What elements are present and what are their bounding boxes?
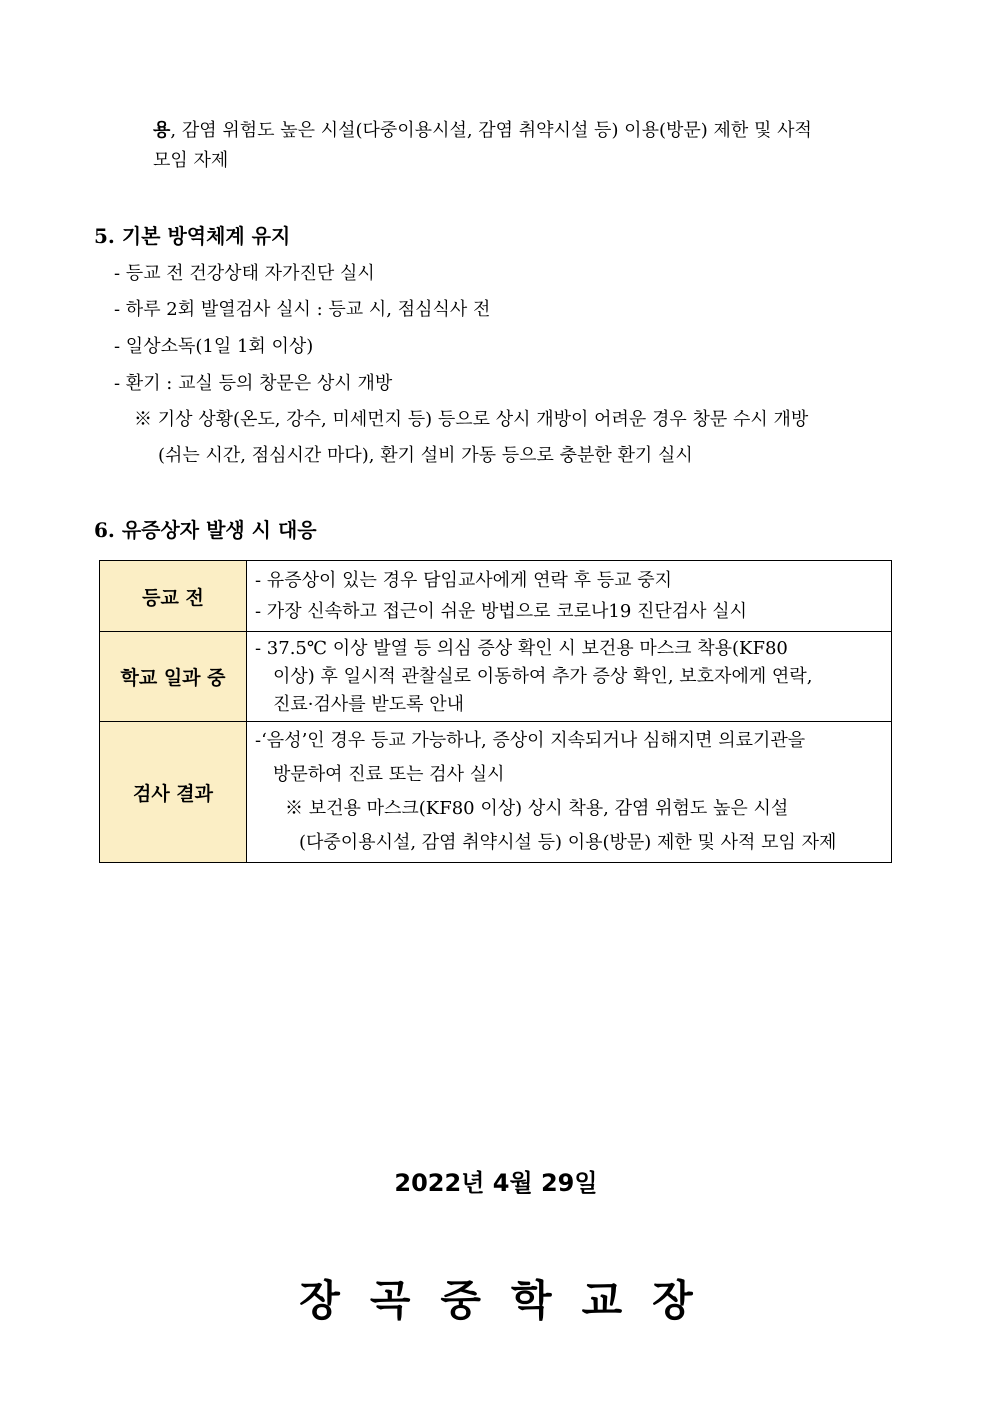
intro-line-2: 모임 자제 [153,150,229,171]
content-line: 방문하여 진료 또는 검사 실시 [273,764,505,785]
content-line: - 가장 신속하고 접근이 쉬운 방법으로 코로나19 진단검사 실시 [255,601,748,622]
row-content [247,632,892,722]
section-5-note-line-2: (쉬는 시간, 점심시간 마다), 환기 설비 가동 등으로 충분한 환기 실시 [158,445,693,466]
issue-date: 2022년 4월 29일 [394,1169,598,1197]
row-label-during-school: 학교 일과 중 [100,632,247,722]
table-row [100,632,892,722]
content-line: -‘음성’인 경우 등교 가능하나, 증상이 지속되거나 심해지면 의료기관을 [255,730,806,751]
intro-line-1-text: , 감염 위험도 높은 시설(다중이용시설, 감염 취약시설 등) 이용(방문) 제한 및 사적 [170,120,812,141]
section-5-note-line-1: ※ 기상 상황(온도, 강수, 미세먼지 등) 등으로 상시 개방이 어려운 경우 창문 수시 개방 [134,409,809,430]
section-5-item: - 등교 전 건강상태 자가진단 실시 [114,263,375,284]
row-label-before-school: 등교 전 [100,561,247,632]
table-row [100,561,892,632]
content-line: 이상) 후 일시적 관찰실로 이동하여 추가 증상 확인, 보호자에게 연락, [273,665,813,687]
table-row [100,722,892,863]
section-5-title: 5. 기본 방역체계 유지 [94,224,291,248]
content-line: - 유증상이 있는 경우 담임교사에게 연락 후 등교 중지 [255,570,673,591]
school-principal-signature: 장곡중학교장 [299,1276,723,1325]
content-line: - 37.5℃ 이상 발열 등 의심 증상 확인 시 보건용 마스크 착용(KF80 [255,637,788,659]
intro-line-1 [153,116,812,142]
intro-bold-word: 용 [153,120,171,141]
content-line: 진료·검사를 받도록 안내 [273,693,465,715]
section-5-item: - 환기 : 교실 등의 창문은 상시 개방 [114,373,393,394]
row-content [247,722,892,863]
row-content [247,561,892,632]
section-5-item: - 하루 2회 발열검사 실시 : 등교 시, 점심식사 전 [114,299,491,320]
content-line: ※ 보건용 마스크(KF80 이상) 상시 착용, 감염 위험도 높은 시설 [285,798,789,819]
response-table [99,560,892,863]
row-label-test-result: 검사 결과 [100,722,247,863]
section-5-item: - 일상소독(1일 1회 이상) [114,336,314,357]
content-line: (다중이용시설, 감염 취약시설 등) 이용(방문) 제한 및 사적 모임 자제 [299,832,837,853]
section-6-title: 6. 유증상자 발생 시 대응 [94,518,317,542]
